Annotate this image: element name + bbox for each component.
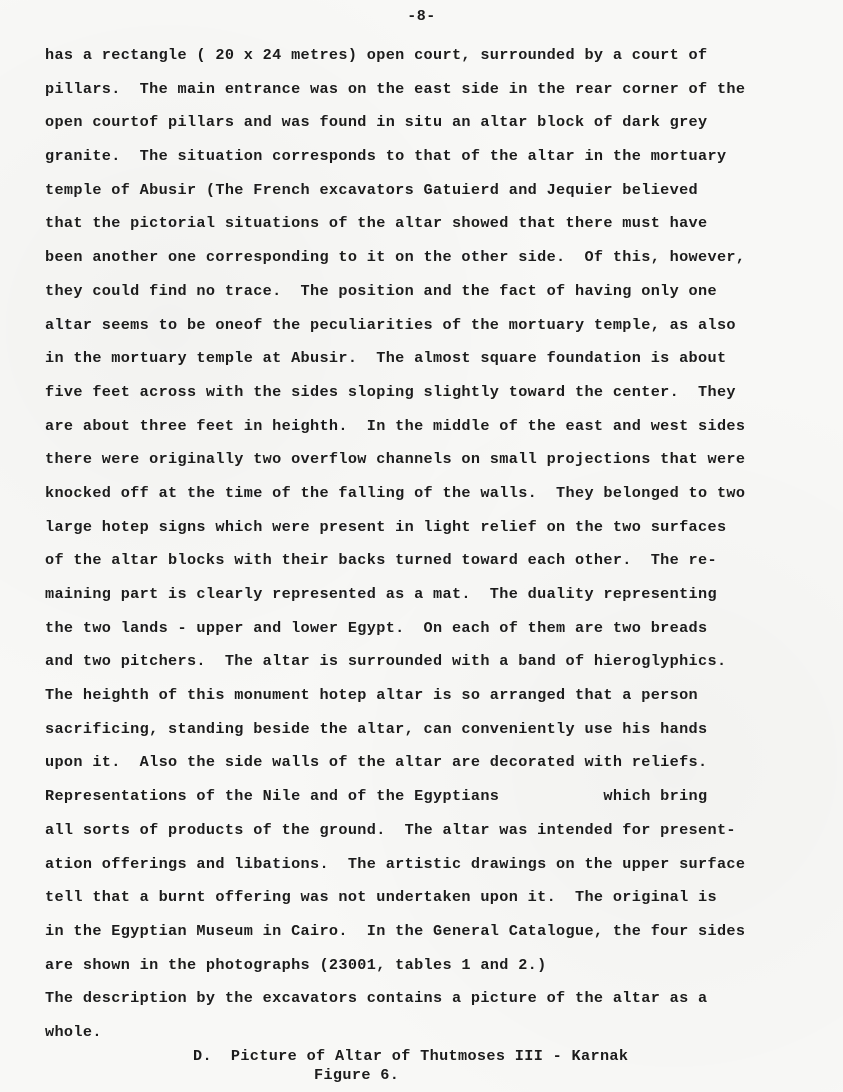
text-line: and two pitchers. The altar is surrounded with a band of hieroglyphics.: [45, 652, 727, 671]
text-line: The description by the excavators contains a picture of the altar as a: [45, 989, 708, 1008]
figure-label: Figure 6.: [314, 1066, 400, 1084]
text-line: open courtof pillars and was found in situ an altar block of dark grey: [45, 113, 708, 132]
text-line: in the Egyptian Museum in Cairo. In the General Catalogue, the four sides: [45, 921, 746, 940]
text-line: whole.: [45, 1022, 102, 1041]
text-line: pillars. The main entrance was on the east side in the rear corner of the: [45, 79, 746, 98]
text-line: been another one corresponding to it on the other side. Of this, however,: [45, 248, 746, 267]
text-line: Representations of the Nile and of the Egyptians which bring: [45, 787, 708, 806]
text-line: The heighth of this monument hotep altar is so arranged that a person: [45, 686, 699, 705]
text-line: sacrificing, standing beside the altar, can conveniently use his hands: [45, 719, 708, 738]
text-line: maining part is clearly represented as a mat. The duality representing: [45, 585, 717, 603]
text-line: five feet across with the sides sloping slightly toward the center. They: [45, 382, 736, 401]
text-line: upon it. Also the side walls of the altar are decorated with reliefs.: [45, 753, 708, 772]
text-line: tell that a burnt offering was not undertaken upon it. The original is: [45, 888, 717, 907]
text-line: all sorts of products of the ground. The altar was intended for present-: [45, 820, 736, 839]
text-line: are shown in the photographs (23001, tables 1 and 2.): [45, 955, 547, 974]
body-text: [45, 42, 825, 1053]
text-line: are about three feet in heighth. In the middle of the east and west sides: [45, 416, 746, 435]
text-line: large hotep signs which were present in light relief on the two surfaces: [45, 517, 727, 536]
text-line: they could find no trace. The position and the fact of having only one: [45, 281, 717, 300]
text-line: altar seems to be oneof the peculiarities of the mortuary temple, as also: [45, 315, 736, 334]
text-line: knocked off at the time of the falling of the walls. They belonged to two: [45, 483, 746, 502]
text-line: that the pictorial situations of the altar showed that there must have: [45, 214, 708, 233]
text-line: granite. The situation corresponds to that of the altar in the mortuary: [45, 147, 727, 166]
text-line: ation offerings and libations. The artistic drawings on the upper surface: [45, 854, 746, 873]
text-line: temple of Abusir (The French excavators Gatuierd and Jequier believed: [45, 180, 699, 199]
figure-caption-title: D. Picture of Altar of Thutmoses III - Karnak: [193, 1047, 629, 1065]
text-line: has a rectangle ( 20 x 24 metres) open court, surrounded by a court of: [45, 46, 708, 64]
page-number: -8-: [407, 8, 436, 25]
text-line: the two lands - upper and lower Egypt. On each of them are two breads: [45, 618, 708, 637]
text-line: in the mortuary temple at Abusir. The almost square foundation is about: [45, 349, 727, 368]
text-line: there were originally two overflow channels on small projections that were: [45, 450, 746, 469]
text-line: of the altar blocks with their backs turned toward each other. The re-: [45, 551, 717, 570]
